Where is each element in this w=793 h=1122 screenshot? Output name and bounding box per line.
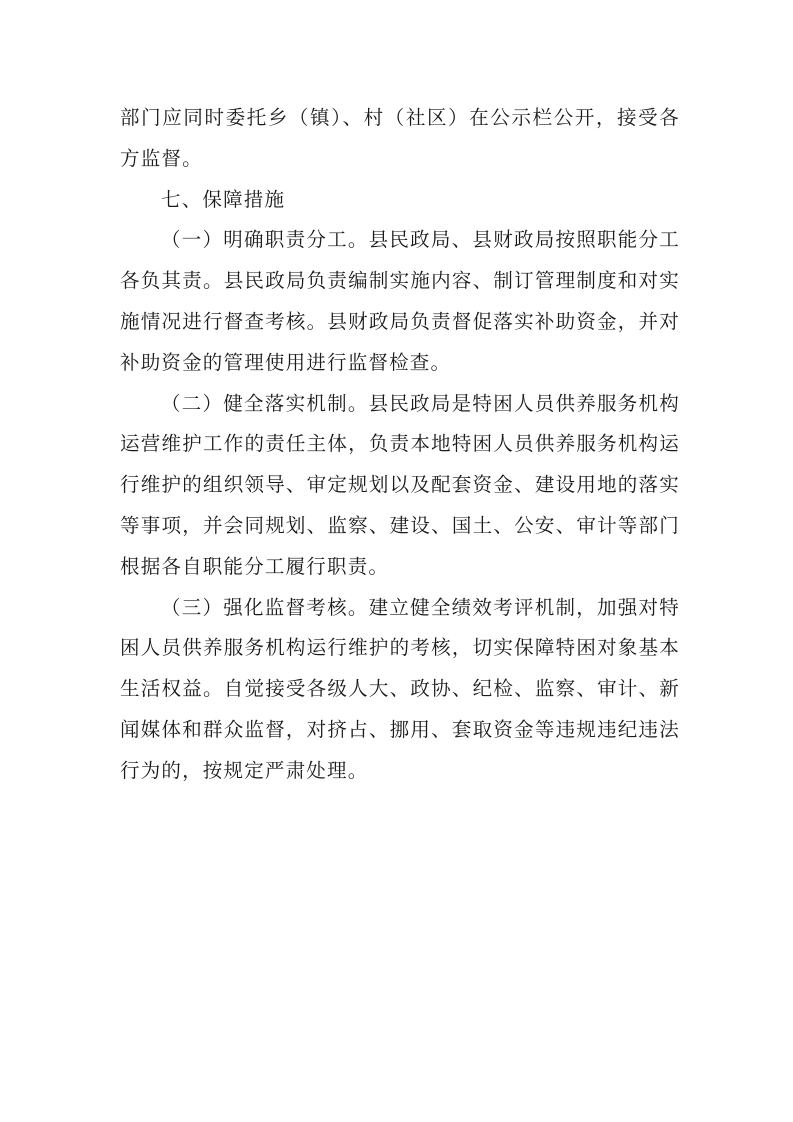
item-body-3: 建立健全绩效考评机制，加强对特困人员供养服务机构运行维护的考核，切实保障特困对象基本生活权益。自觉接受各级人大、政协、纪检、监察、审计、新闻媒体和群众监督，对挤占、挪用、套取资金等违规违纪违法行为的，按规定严肃处理。 (120, 595, 680, 782)
item-lead-2: （二）健全落实机制。 (161, 391, 369, 415)
document-body (120, 98, 680, 792)
section-heading: 七、保障措施 (161, 187, 286, 211)
item-lead-1: （一）明确职责分工。 (161, 228, 369, 252)
item-paragraph-2 (120, 384, 680, 588)
continuation-paragraph: 部门应同时委托乡（镇）、村（社区）在公示栏公开，接受各方监督。 (120, 106, 680, 170)
item-paragraph-1 (120, 220, 680, 383)
item-lead-3: （三）强化监督考核。 (161, 595, 369, 619)
item-paragraph-3 (120, 588, 680, 792)
item-body-2: 县民政局是特困人员供养服务机构运营维护工作的责任主体，负责本地特困人员供养服务机构运行维护的组织领导、审定规划以及配套资金、建设用地的落实等事项，并会同规划、监察、建设、国土、公安、审计等部门根据各自职能分工履行职责。 (120, 391, 680, 578)
item-body-1: 县民政局、县财政局按照职能分工各负其责。县民政局负责编制实施内容、制订管理制度和对实施情况进行督查考核。县财政局负责督促落实补助资金，并对补助资金的管理使用进行监督检查。 (120, 228, 680, 374)
